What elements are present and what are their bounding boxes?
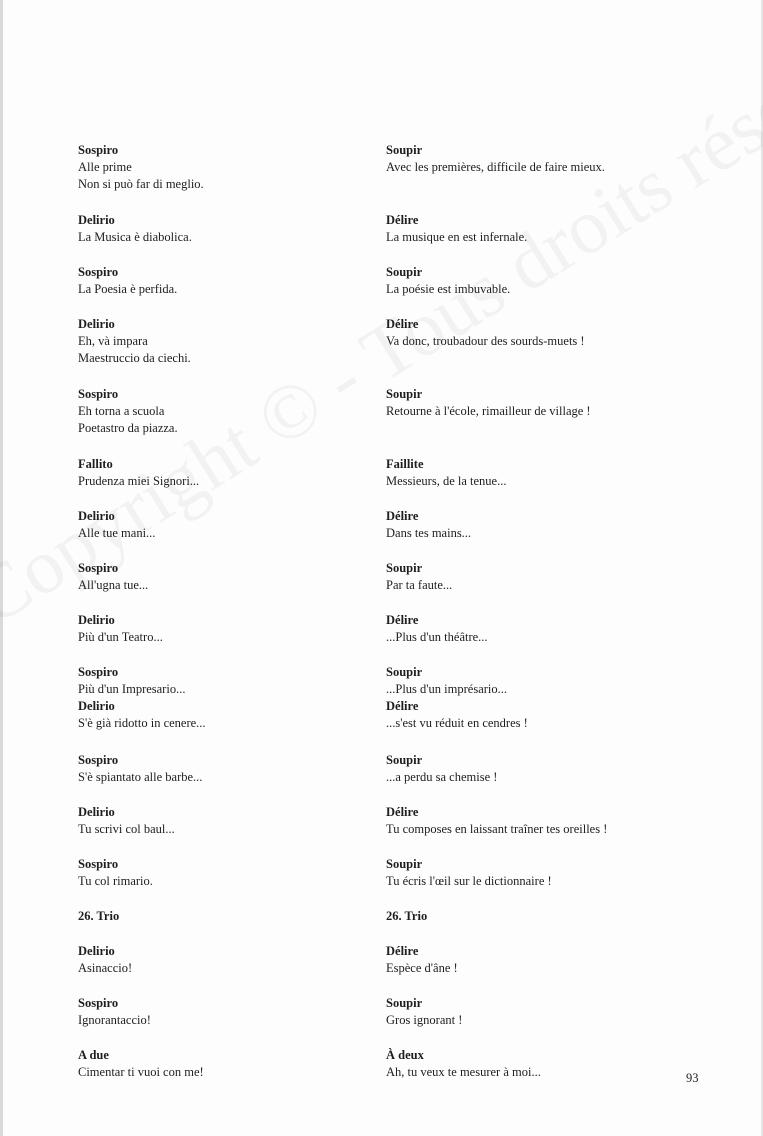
french-entry <box>386 386 686 456</box>
dialogue-line: S'è spiantato alle barbe... <box>78 770 203 784</box>
dialogue-line: Poetastro da piazza. <box>78 421 178 435</box>
speaker-name: Delirio <box>78 944 115 958</box>
speaker-name: Fallito <box>78 457 113 471</box>
dialogue-line: Tu col rimario. <box>78 874 153 888</box>
dialogue-line: Espèce d'âne ! <box>386 961 458 975</box>
italian-entry-pair <box>78 664 358 752</box>
speaker-name: Delirio <box>78 613 115 627</box>
dialogue-line: La Poesia è perfida. <box>78 282 178 296</box>
speaker-name: Delirio <box>78 509 115 523</box>
dialogue-line: Prudenza miei Signori... <box>78 474 200 488</box>
italian-entry <box>78 804 358 856</box>
dialogue-line: Tu scrivi col baul... <box>78 822 175 836</box>
dialogue-line: Tu composes en laissant traîner tes oreilles ! <box>386 822 608 836</box>
dialogue-line: Ignorantaccio! <box>78 1013 151 1027</box>
speaker-name: Sospiro <box>78 665 119 679</box>
italian-entry <box>78 316 358 386</box>
speaker-name: Délire <box>386 699 419 713</box>
dialogue-line: Tu écris l'œil sur le dictionnaire ! <box>386 874 552 888</box>
dialogue-line: Non si può far di meglio. <box>78 177 204 191</box>
speaker-name: Delirio <box>78 805 115 819</box>
speaker-name: Delirio <box>78 317 115 331</box>
speaker-name: Soupir <box>386 753 423 767</box>
speaker-name: Sospiro <box>78 265 119 279</box>
section-heading <box>386 908 686 943</box>
speaker-name: Sospiro <box>78 996 119 1010</box>
italian-entry <box>78 612 358 664</box>
dialogue-line: Più d'un Impresario... <box>78 682 186 696</box>
italian-entry <box>78 1047 358 1099</box>
dialogue-line: All'ugna tue... <box>78 578 149 592</box>
speaker-name: Soupir <box>386 265 423 279</box>
speaker-name: Sospiro <box>78 387 119 401</box>
french-entry <box>386 316 686 386</box>
french-entry <box>386 560 686 612</box>
dialogue-line: Eh torna a scuola <box>78 404 165 418</box>
section-title: 26. Trio <box>386 909 428 923</box>
dialogue-line: Cimentar ti vuoi con me! <box>78 1065 204 1079</box>
page-number: 93 <box>686 1071 699 1085</box>
speaker-name: Soupir <box>386 143 423 157</box>
french-entry <box>386 804 686 856</box>
speaker-name: Faillite <box>386 457 424 471</box>
speaker-name: Délire <box>386 613 419 627</box>
speaker-name: Soupir <box>386 387 423 401</box>
french-entry <box>386 508 686 560</box>
speaker-name: Delirio <box>78 213 115 227</box>
dialogue-line: Maestruccio da ciechi. <box>78 351 191 365</box>
speaker-name: Sospiro <box>78 143 119 157</box>
italian-entry <box>78 943 358 995</box>
speaker-name: Sospiro <box>78 753 119 767</box>
speaker-name: Soupir <box>386 996 423 1010</box>
dialogue-line: ...Plus d'un imprésario... <box>386 682 507 696</box>
dialogue-line: Ah, tu veux te mesurer à moi... <box>386 1065 541 1079</box>
italian-column <box>78 142 358 1099</box>
speaker-name: Délire <box>386 213 419 227</box>
speaker-name: Soupir <box>386 665 423 679</box>
italian-entry <box>78 264 358 316</box>
dialogue-line: La Musica è diabolica. <box>78 230 192 244</box>
french-entry <box>386 456 686 508</box>
italian-entry <box>78 456 358 508</box>
speaker-name: Sospiro <box>78 561 119 575</box>
dialogue-line: Messieurs, de la tenue... <box>386 474 507 488</box>
dialogue-line: Più d'un Teatro... <box>78 630 163 644</box>
speaker-name: Délire <box>386 509 419 523</box>
french-entry <box>386 752 686 804</box>
dialogue-line: ...a perdu sa chemise ! <box>386 770 498 784</box>
dialogue-line: Alle tue mani... <box>78 526 156 540</box>
dialogue-line: Eh, và impara <box>78 334 148 348</box>
french-entry <box>386 612 686 664</box>
french-entry <box>386 212 686 264</box>
french-entry <box>386 264 686 316</box>
dialogue-line: Asinaccio! <box>78 961 133 975</box>
italian-entry <box>78 995 358 1047</box>
italian-entry <box>78 212 358 264</box>
speaker-name: Soupir <box>386 857 423 871</box>
speaker-name: Délire <box>386 944 419 958</box>
dialogue-line: Alle prime <box>78 160 132 174</box>
italian-entry <box>78 752 358 804</box>
french-entry <box>386 856 686 908</box>
italian-entry <box>78 560 358 612</box>
speaker-name: À deux <box>386 1048 424 1062</box>
dialogue-line: Avec les premières, difficile de faire mieux. <box>386 160 605 174</box>
speaker-name: A due <box>78 1048 109 1062</box>
section-title: 26. Trio <box>78 909 120 923</box>
italian-entry <box>78 142 358 212</box>
italian-entry <box>78 856 358 908</box>
speaker-name: Délire <box>386 317 419 331</box>
dialogue-line: Gros ignorant ! <box>386 1013 463 1027</box>
dialogue-line: ...s'est vu réduit en cendres ! <box>386 716 528 730</box>
french-entry-pair <box>386 664 686 752</box>
french-entry <box>386 995 686 1047</box>
dialogue-line: La musique en est infernale. <box>386 230 528 244</box>
french-entry <box>386 943 686 995</box>
french-column <box>386 142 686 1099</box>
scan-edge-left <box>0 0 3 1136</box>
speaker-name: Sospiro <box>78 857 119 871</box>
french-entry <box>386 1047 686 1099</box>
speaker-name: Délire <box>386 805 419 819</box>
dialogue-line: La poésie est imbuvable. <box>386 282 511 296</box>
french-entry <box>386 142 686 212</box>
speaker-name: Soupir <box>386 561 423 575</box>
section-heading <box>78 908 358 943</box>
dialogue-line: S'è già ridotto in cenere... <box>78 716 206 730</box>
dialogue-line: ...Plus d'un théâtre... <box>386 630 488 644</box>
speaker-name: Delirio <box>78 699 115 713</box>
dialogue-line: Va donc, troubadour des sourds-muets ! <box>386 334 585 348</box>
italian-entry <box>78 386 358 456</box>
dialogue-line: Retourne à l'école, rimailleur de village ! <box>386 404 591 418</box>
dialogue-line: Dans tes mains... <box>386 526 472 540</box>
dialogue-line: Par ta faute... <box>386 578 453 592</box>
italian-entry <box>78 508 358 560</box>
